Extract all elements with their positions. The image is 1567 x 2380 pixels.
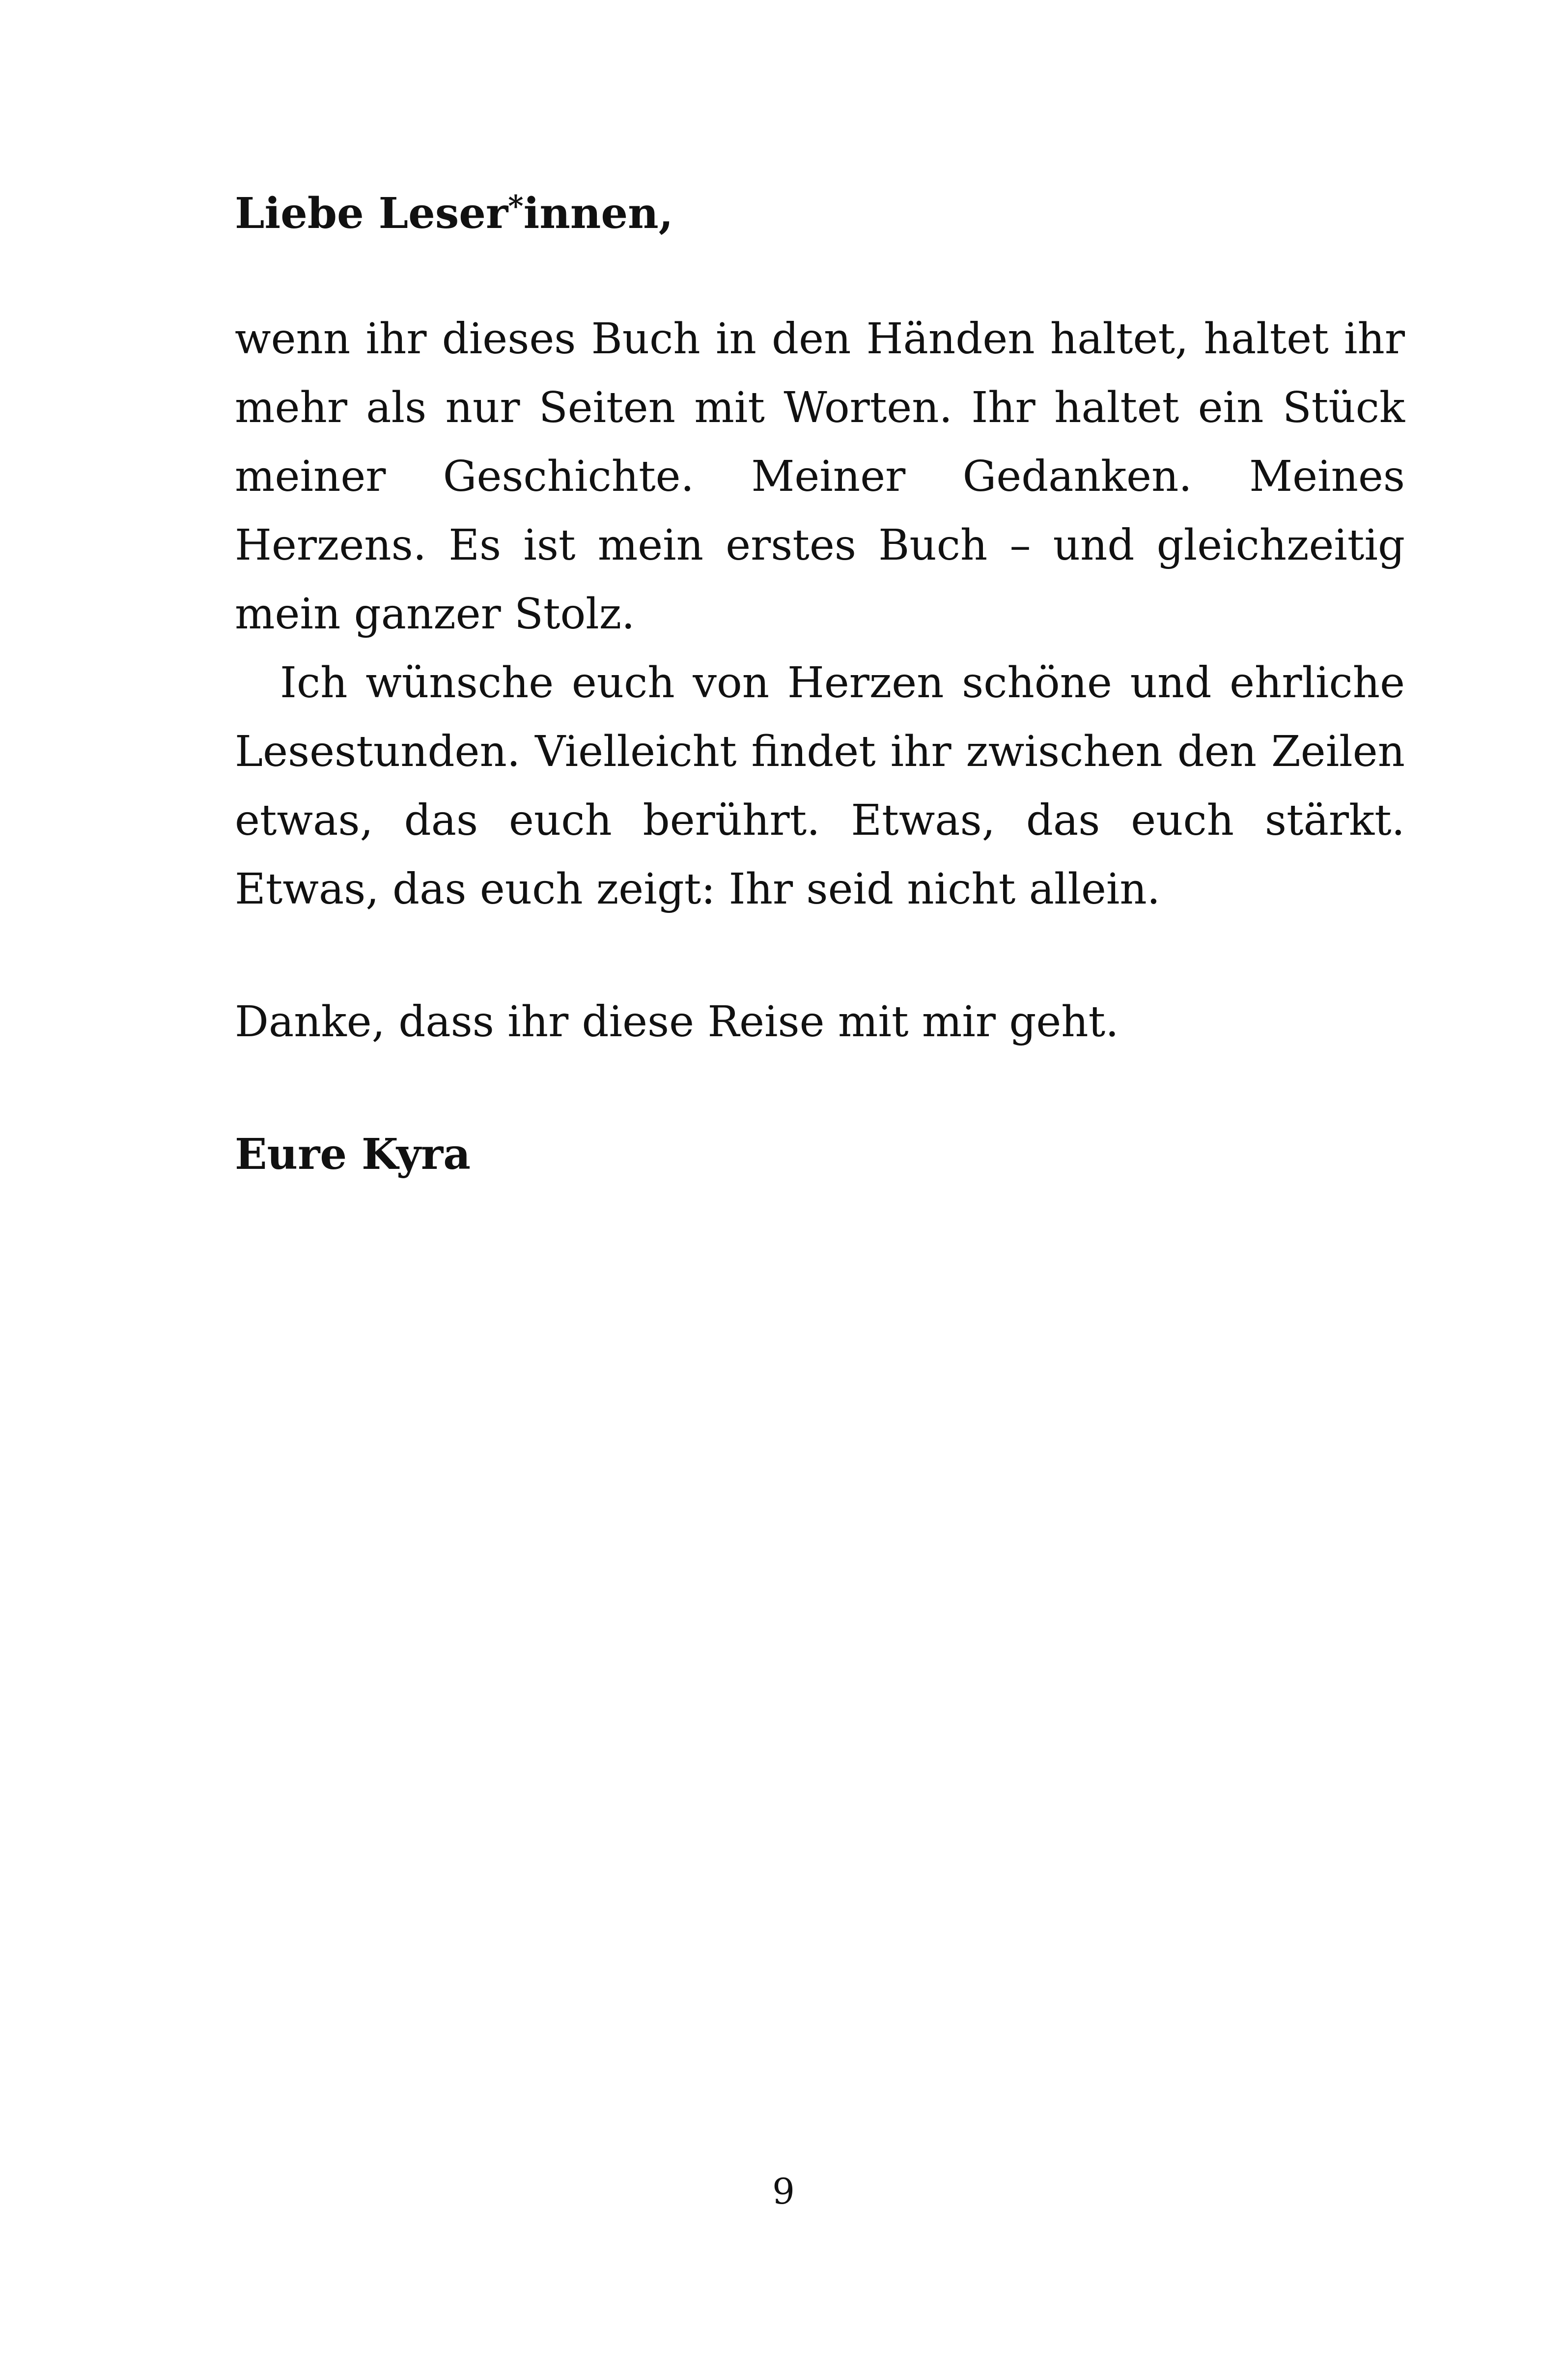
letter-body — [235, 305, 1405, 924]
paragraph-1: wenn ihr dieses Buch in den Händen haltet, haltet ihr mehr als nur Seiten mit Worten. Ihr haltet ein Stück meiner Geschichte. Meiner Gedanken. Meines Herzens. Es ist mein erstes Buch – und gleichzeitig mein ganzer Stolz. — [235, 314, 1405, 639]
thanks-line: Danke, dass ihr diese Reise mit mir geht. — [235, 997, 1119, 1047]
greeting-text-start: Liebe Leser — [235, 189, 508, 238]
gender-star: * — [508, 189, 524, 224]
greeting-heading — [235, 172, 1405, 248]
page-number: 9 — [772, 2171, 795, 2212]
signature: Eure Kyra — [235, 1130, 471, 1179]
greeting-text-end: innen, — [523, 189, 673, 238]
paragraph-2: Ich wünsche euch von Herzen schöne und ehrliche Lesestunden. Vielleicht findet ihr zwischen den Zeilen etwas, das euch berührt. Etwas, das euch stärkt. Etwas, das euch zeigt: Ihr seid nicht allein. — [235, 658, 1405, 914]
